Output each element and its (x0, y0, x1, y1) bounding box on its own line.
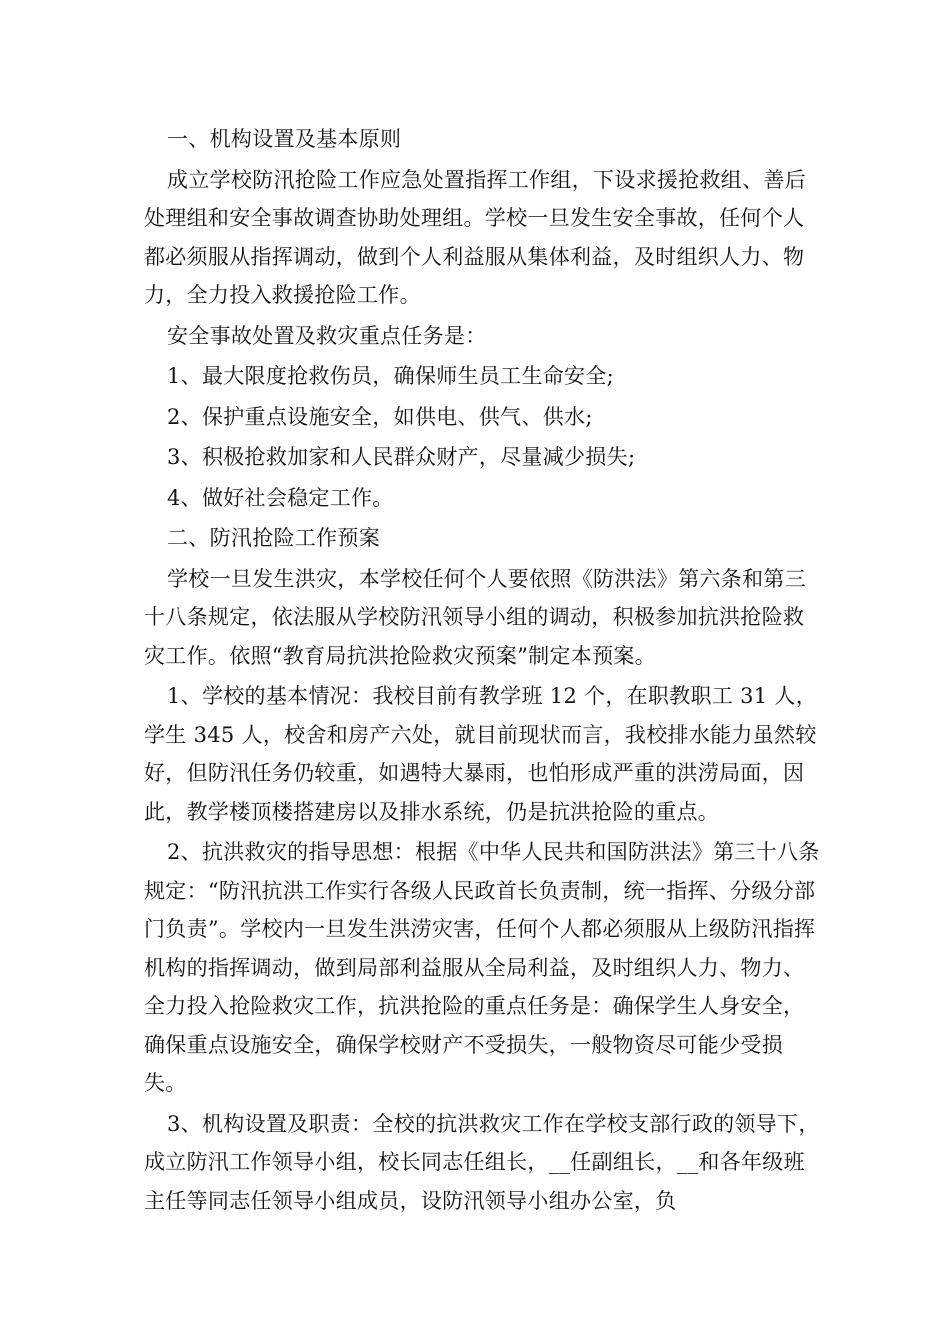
paragraph: 成立学校防汛抢险工作应急处置指挥工作组，下设求援抢救组、善后处理组和安全事故调查协助处理组。学校一旦发生安全事故，任何个人都必须服从指挥调动，做到个人利益服从集体利益，及时组织人力、物力，全力投入救援抢险工作。 (144, 167, 806, 307)
list-item: 1、最大限度抢救伤员，确保师生员工生命安全; (167, 364, 615, 388)
paragraph: 学校一旦发生洪灾，本学校任何个人要依照《防洪法》第六条和第三十八条规定，依法服从学校防汛领导小组的调动，积极参加抗洪抢险救灾工作。依照“教育局抗洪抢险救灾预案”制定本预案。 (144, 566, 806, 668)
paragraph: 2、抗洪救灾的指导思想：根据《中华人民共和国防洪法》第三十八条规定：“防汛抗洪工作实行各级人民政首长负责制，统一指挥、分级分部门负责”。学校内一旦发生洪涝灾害，任何个人都必须服从上级防汛指挥机构的指挥调动，做到局部利益服从全局利益，及时组织人力、物力、全力投入抢险救灾工作，抗洪抢险的重点任务是：确保学生人身安全，确保重点设施安全，确保学校财产不受损失，一般物资尽可能少受损失。 (144, 840, 820, 1095)
section-heading-2: 二、防汛抢险工作预案 (167, 526, 380, 550)
document-page (144, 120, 824, 1222)
paragraph: 安全事故处置及救灾重点任务是： (167, 323, 487, 348)
list-item: 2、保护重点设施安全，如供电、供气、供水; (167, 404, 593, 429)
list-item: 4、做好社会稳定工作。 (167, 485, 394, 510)
paragraph: 3、机构设置及职责：全校的抗洪救灾工作在学校支部行政的领导下，成立防汛工作领导小组，校长同志任组长，__任副组长，__和各年级班主任等同志任领导小组成员，设防汛领导小组办公室，负 (144, 1111, 820, 1213)
section-heading-1: 一、机构设置及基本原则 (167, 127, 402, 151)
paragraph: 1、学校的基本情况：我校目前有教学班 12 个，在职教职工 31 人，学生 345 人，校舍和房产六处，就目前现状而言，我校排水能力虽然较好，但防汛任务仍较重，如遇特大暴雨，也怕形成严重的洪涝局面，因此，教学楼顶楼搭建房以及排水系统，仍是抗洪抢险的重点。 (144, 684, 818, 824)
list-item: 3、积极抢救加家和人民群众财产，尽量减少损失; (167, 445, 636, 469)
